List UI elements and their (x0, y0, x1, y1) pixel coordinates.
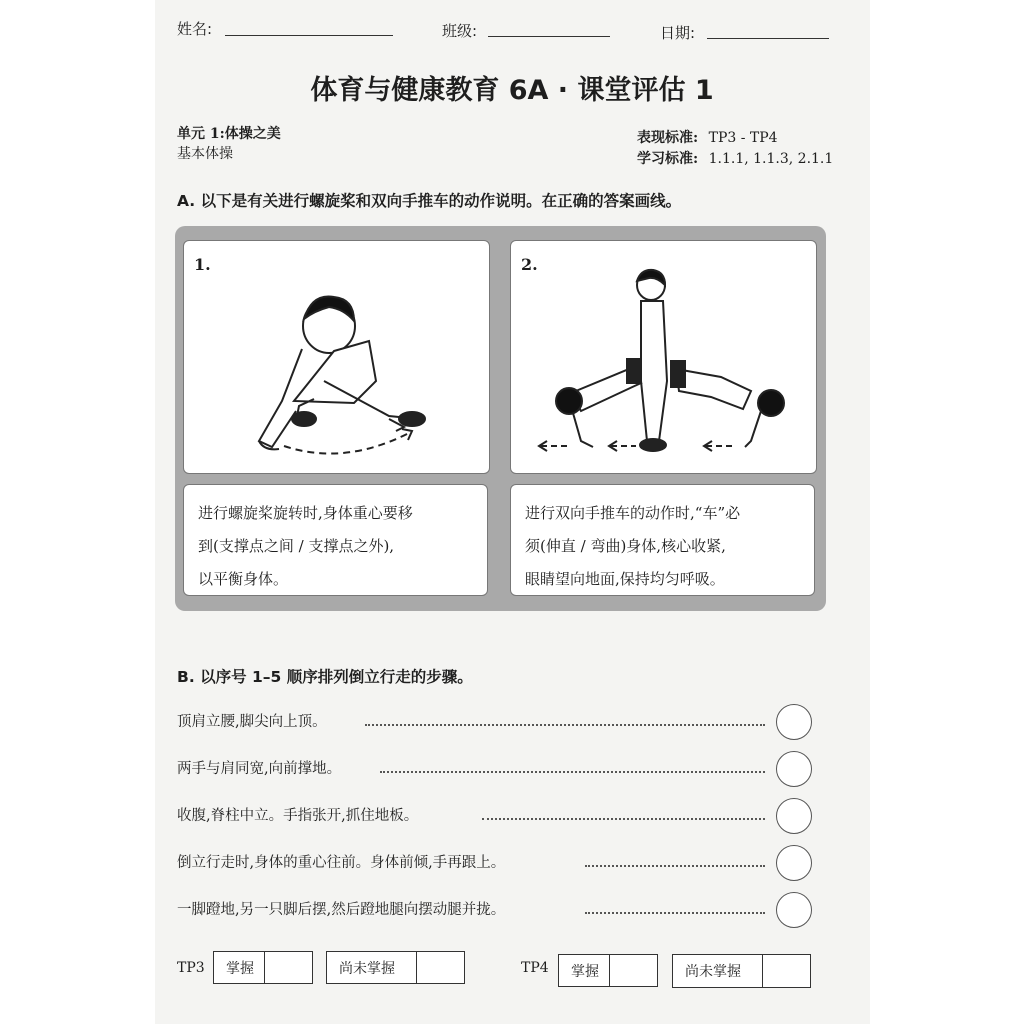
section-a-heading: A. 以下是有关进行螺旋桨和双向手推车的动作说明。在正确的答案画线。 (177, 192, 682, 210)
panel-2-caption-line-2[interactable]: 须(伸直 / 弯曲)身体,核心收紧, (525, 537, 726, 555)
tp4-mastered-divider (609, 955, 610, 986)
step-2-answer-circle[interactable] (776, 751, 812, 787)
tp3-not-mastered-divider (416, 952, 417, 983)
performance-standard-label: 表现标准: (637, 130, 699, 146)
name-label: 姓名: (177, 20, 213, 38)
panel-1-number: 1. (194, 255, 211, 274)
name-field[interactable] (225, 34, 393, 36)
panel-1-caption (183, 484, 488, 596)
tp3-mastered-label: 掌握 (226, 960, 254, 977)
subunit-label: 基本体操 (177, 146, 233, 162)
propeller-illustration (184, 241, 489, 473)
panel-2-image-card (510, 240, 817, 474)
panel-1-caption-line-2[interactable]: 到(支撑点之间 / 支撑点之外), (198, 537, 395, 555)
step-3-text: 收腹,脊柱中立。手指张开,抓住地板。 (177, 808, 419, 824)
tp3-mastered-divider (264, 952, 265, 983)
tp4-not-mastered-label: 尚未掌握 (685, 964, 741, 980)
section-a-panel (175, 226, 826, 611)
step-3-leader (482, 818, 765, 820)
step-2-leader (380, 771, 765, 773)
tp4-mastered-label: 掌握 (571, 963, 599, 980)
tp3-mastered-box[interactable] (213, 951, 313, 984)
wheelbarrow-illustration (511, 241, 816, 473)
learning-standard-value: 1.1.1, 1.1.3, 2.1.1 (708, 151, 834, 167)
panel-2-caption-line-3: 眼睛望向地面,保持均匀呼吸。 (525, 570, 725, 588)
panel-1-image-card (183, 240, 490, 474)
step-5-text: 一脚蹬地,另一只脚后摆,然后蹬地腿向摆动腿并拢。 (177, 902, 506, 918)
performance-standard (637, 127, 778, 147)
step-4-text: 倒立行走时,身体的重心往前。身体前倾,手再跟上。 (177, 855, 506, 871)
panel-1-caption-line-3: 以平衡身体。 (198, 570, 289, 588)
tp3-not-mastered-label: 尚未掌握 (339, 960, 395, 977)
page-title: 体育与健康教育 6A · 课堂评估 1 (310, 75, 714, 106)
tp3-label: TP3 (177, 960, 205, 976)
step-3-answer-circle[interactable] (776, 798, 812, 834)
section-b-heading: B. 以序号 1–5 顺序排列倒立行走的步骤。 (177, 668, 473, 686)
step-4-leader (585, 865, 765, 867)
step-4-answer-circle[interactable] (776, 845, 812, 881)
learning-standard-label: 学习标准: (637, 151, 699, 167)
step-5-leader (585, 912, 765, 914)
step-1-leader (365, 724, 765, 726)
performance-standard-value: TP3 - TP4 (708, 130, 778, 146)
date-label: 日期: (660, 24, 696, 42)
panel-1-caption-line-1: 进行螺旋桨旋转时,身体重心要移 (198, 504, 413, 522)
tp4-mastered-box[interactable] (558, 954, 658, 987)
step-5-answer-circle[interactable] (776, 892, 812, 928)
step-2-text: 两手与肩同宽,向前撑地。 (177, 761, 342, 777)
learning-standard (637, 148, 833, 168)
panel-2-caption (510, 484, 815, 596)
class-label: 班级: (442, 22, 478, 40)
unit-label: 单元 1:体操之美 (177, 126, 281, 142)
step-1-answer-circle[interactable] (776, 704, 812, 740)
tp3-not-mastered-box[interactable] (326, 951, 465, 984)
class-field[interactable] (488, 35, 610, 37)
date-field[interactable] (707, 37, 829, 39)
tp4-label: TP4 (521, 960, 549, 976)
tp4-not-mastered-divider (762, 955, 763, 987)
panel-2-number: 2. (521, 255, 538, 274)
step-1-text: 顶肩立腰,脚尖向上顶。 (177, 714, 327, 730)
tp4-not-mastered-box[interactable] (672, 954, 811, 988)
panel-2-caption-line-1: 进行双向手推车的动作时,“车”必 (525, 504, 741, 522)
